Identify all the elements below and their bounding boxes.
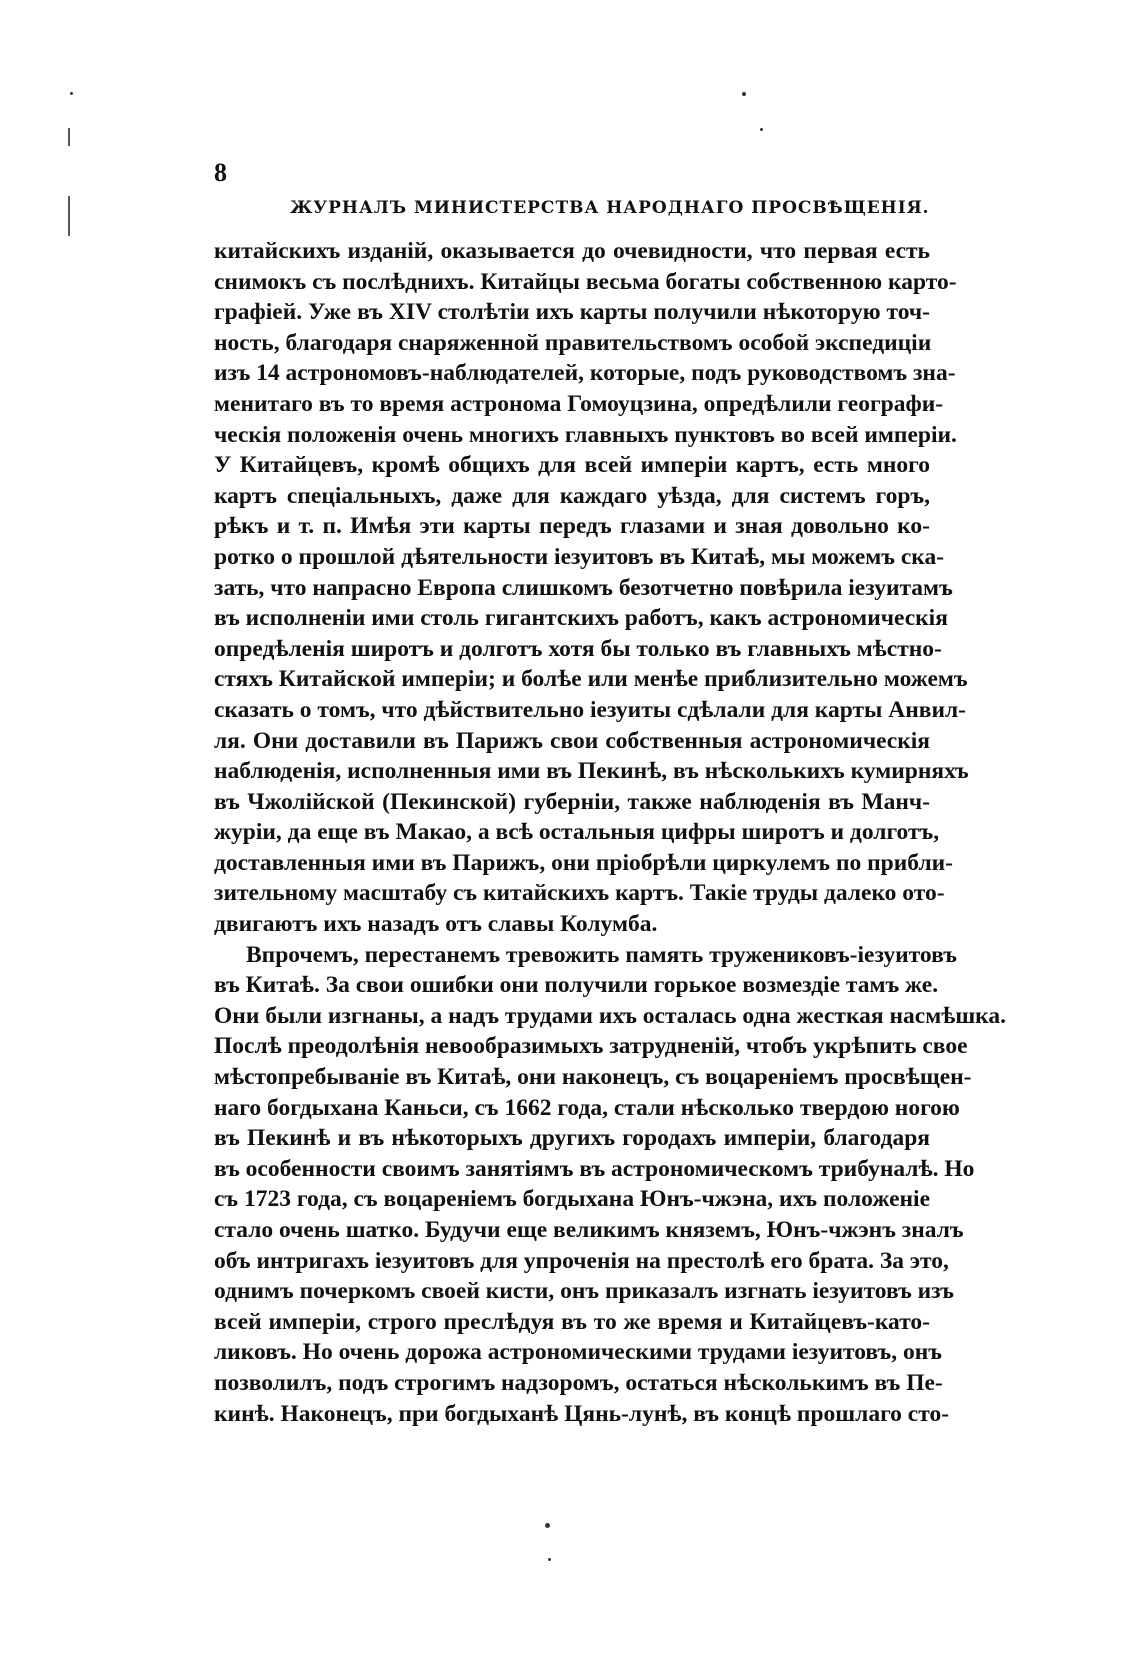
text-line: въ Пекинѣ и въ нѣкоторыхъ другихъ городахъ имперіи, благодаря (214, 1125, 930, 1152)
text-line: У Китайцевъ, кромѣ общихъ для всей имперіи картъ, есть много (214, 452, 930, 479)
text-line: стяхъ Китайской имперіи; и болѣе или менѣе приблизительно можемъ (214, 666, 968, 693)
text-line: китайскихъ изданій, оказывается до очевидности, что первая есть (214, 238, 930, 264)
text-line: рѣкъ и т. п. Имѣя эти карты передъ глазами и зная довольно ко- (214, 513, 930, 540)
text-line: графіей. Уже въ XIV столѣтіи ихъ карты получили нѣкоторую точ- (214, 299, 930, 326)
text-line: въ исполненіи ими столь гигантскихъ работъ, какъ астрономическія (214, 605, 948, 632)
text-line: мѣстопребываніе въ Китаѣ, они наконецъ, съ воцареніемъ просвѣщен- (214, 1064, 972, 1091)
text-line: доставленныя ими въ Парижъ, они пріобрѣли циркулемъ по прибли- (214, 849, 953, 876)
text-line: однимъ почеркомъ своей кисти, онъ приказалъ изгнать іезуитовъ изъ (214, 1278, 954, 1305)
scan-speck (548, 1558, 551, 1561)
text-line: наблюденія, исполненныя ими въ Пекинѣ, въ нѣсколькихъ кумирняхъ (214, 758, 969, 785)
text-line: ротко о прошлой дѣятельности іезуитовъ въ Китаѣ, мы можемъ ска- (214, 543, 945, 570)
text-line: кинѣ. Наконецъ, при богдыханѣ Цянь-лунѣ, въ концѣ прошлаго сто- (214, 1400, 950, 1427)
running-header: ЖУРНАЛЪ МИНИСТЕРСТВА НАРОДНАГО ПРОСВѢЩЕНІЯ. (290, 198, 930, 218)
text-line: Послѣ преодолѣнія невообразимыхъ затрудненій, чтобъ укрѣпить свое (214, 1033, 968, 1060)
text-line: ля. Они доставили въ Парижъ свои собственныя астрономическія (214, 727, 930, 754)
text-line: ческія положенія очень многихъ главныхъ пунктовъ во всей имперіи. (214, 421, 957, 448)
text-line: Впрочемъ, перестанемъ тревожить память тружениковъ-іезуитовъ (246, 941, 957, 968)
text-line: двигаютъ ихъ назадъ отъ славы Колумба. (214, 911, 658, 938)
page-number: 8 (214, 158, 227, 187)
text-line: ликовъ. Но очень дорожа астрономическими трудами іезуитовъ, онъ (214, 1339, 942, 1366)
text-line: позволилъ, подъ строгимъ надзоромъ, остаться нѣсколькимъ въ Пе- (214, 1369, 943, 1396)
text-line: ность, благодаря снаряженной правительствомъ особой экспедиціи (214, 329, 932, 356)
text-line: объ интригахъ іезуитовъ для упроченія на престолѣ его брата. За это, (214, 1247, 949, 1274)
text-line: съ 1723 года, съ воцареніемъ богдыхана Юнъ-чжэна, ихъ положеніе (214, 1186, 930, 1213)
body-text (214, 236, 1006, 1429)
text-line: всей имперіи, строго преслѣдуя въ то же время и Китайцевъ-като- (214, 1308, 930, 1335)
text-line: зать, что напрасно Европа слишкомъ безотчетно повѣрила іезуитамъ (214, 574, 953, 601)
text-line: въ Китаѣ. За свои ошибки они получили горькое возмездіе тамъ же. (214, 972, 939, 999)
text-line: стало очень шатко. Будучи еще великимъ княземъ, Юнъ-чжэнъ зналъ (214, 1217, 964, 1243)
scan-speck (545, 1523, 550, 1528)
margin-mark (68, 196, 70, 236)
text-line: изъ 14 астрономовъ-наблюдателей, которые, подъ руководствомъ зна- (214, 360, 956, 387)
scan-speck (70, 92, 73, 95)
text-line: картъ спеціальныхъ, даже для каждаго уѣзда, для системъ горъ, (214, 482, 930, 509)
scan-speck (742, 92, 746, 96)
text-line: менитаго въ то время астронома Гомоуцзина, опредѣлили географи- (214, 390, 944, 417)
text-line: зительному масштабу съ китайскихъ картъ. Такіе труды далеко ото- (214, 880, 945, 907)
text-line: наго богдыхана Каньси, съ 1662 года, стали нѣсколько твердою ногою (214, 1094, 960, 1121)
text-line: журіи, да еще въ Макао, а всѣ остальныя цифры широтъ и долготъ, (214, 819, 940, 846)
text-line: Они были изгнаны, а надъ трудами ихъ осталась одна жесткая насмѣшка. (214, 1002, 1006, 1029)
margin-mark (68, 128, 70, 146)
text-line: снимокъ съ послѣднихъ. Китайцы весьма богаты собственною карто- (214, 268, 957, 295)
text-line: въ особенности своимъ занятіямъ въ астрономическомъ трибуналѣ. Но (214, 1155, 975, 1182)
text-line: опредѣленія широтъ и долготъ хотя бы только въ главныхъ мѣстно- (214, 635, 942, 662)
scan-speck (760, 128, 763, 131)
text-line: въ Чжолійской (Пекинской) губерніи, также наблюденія въ Манч- (214, 788, 930, 815)
text-line: сказать о томъ, что дѣйствительно іезуиты сдѣлали для карты Анвил- (214, 696, 967, 723)
